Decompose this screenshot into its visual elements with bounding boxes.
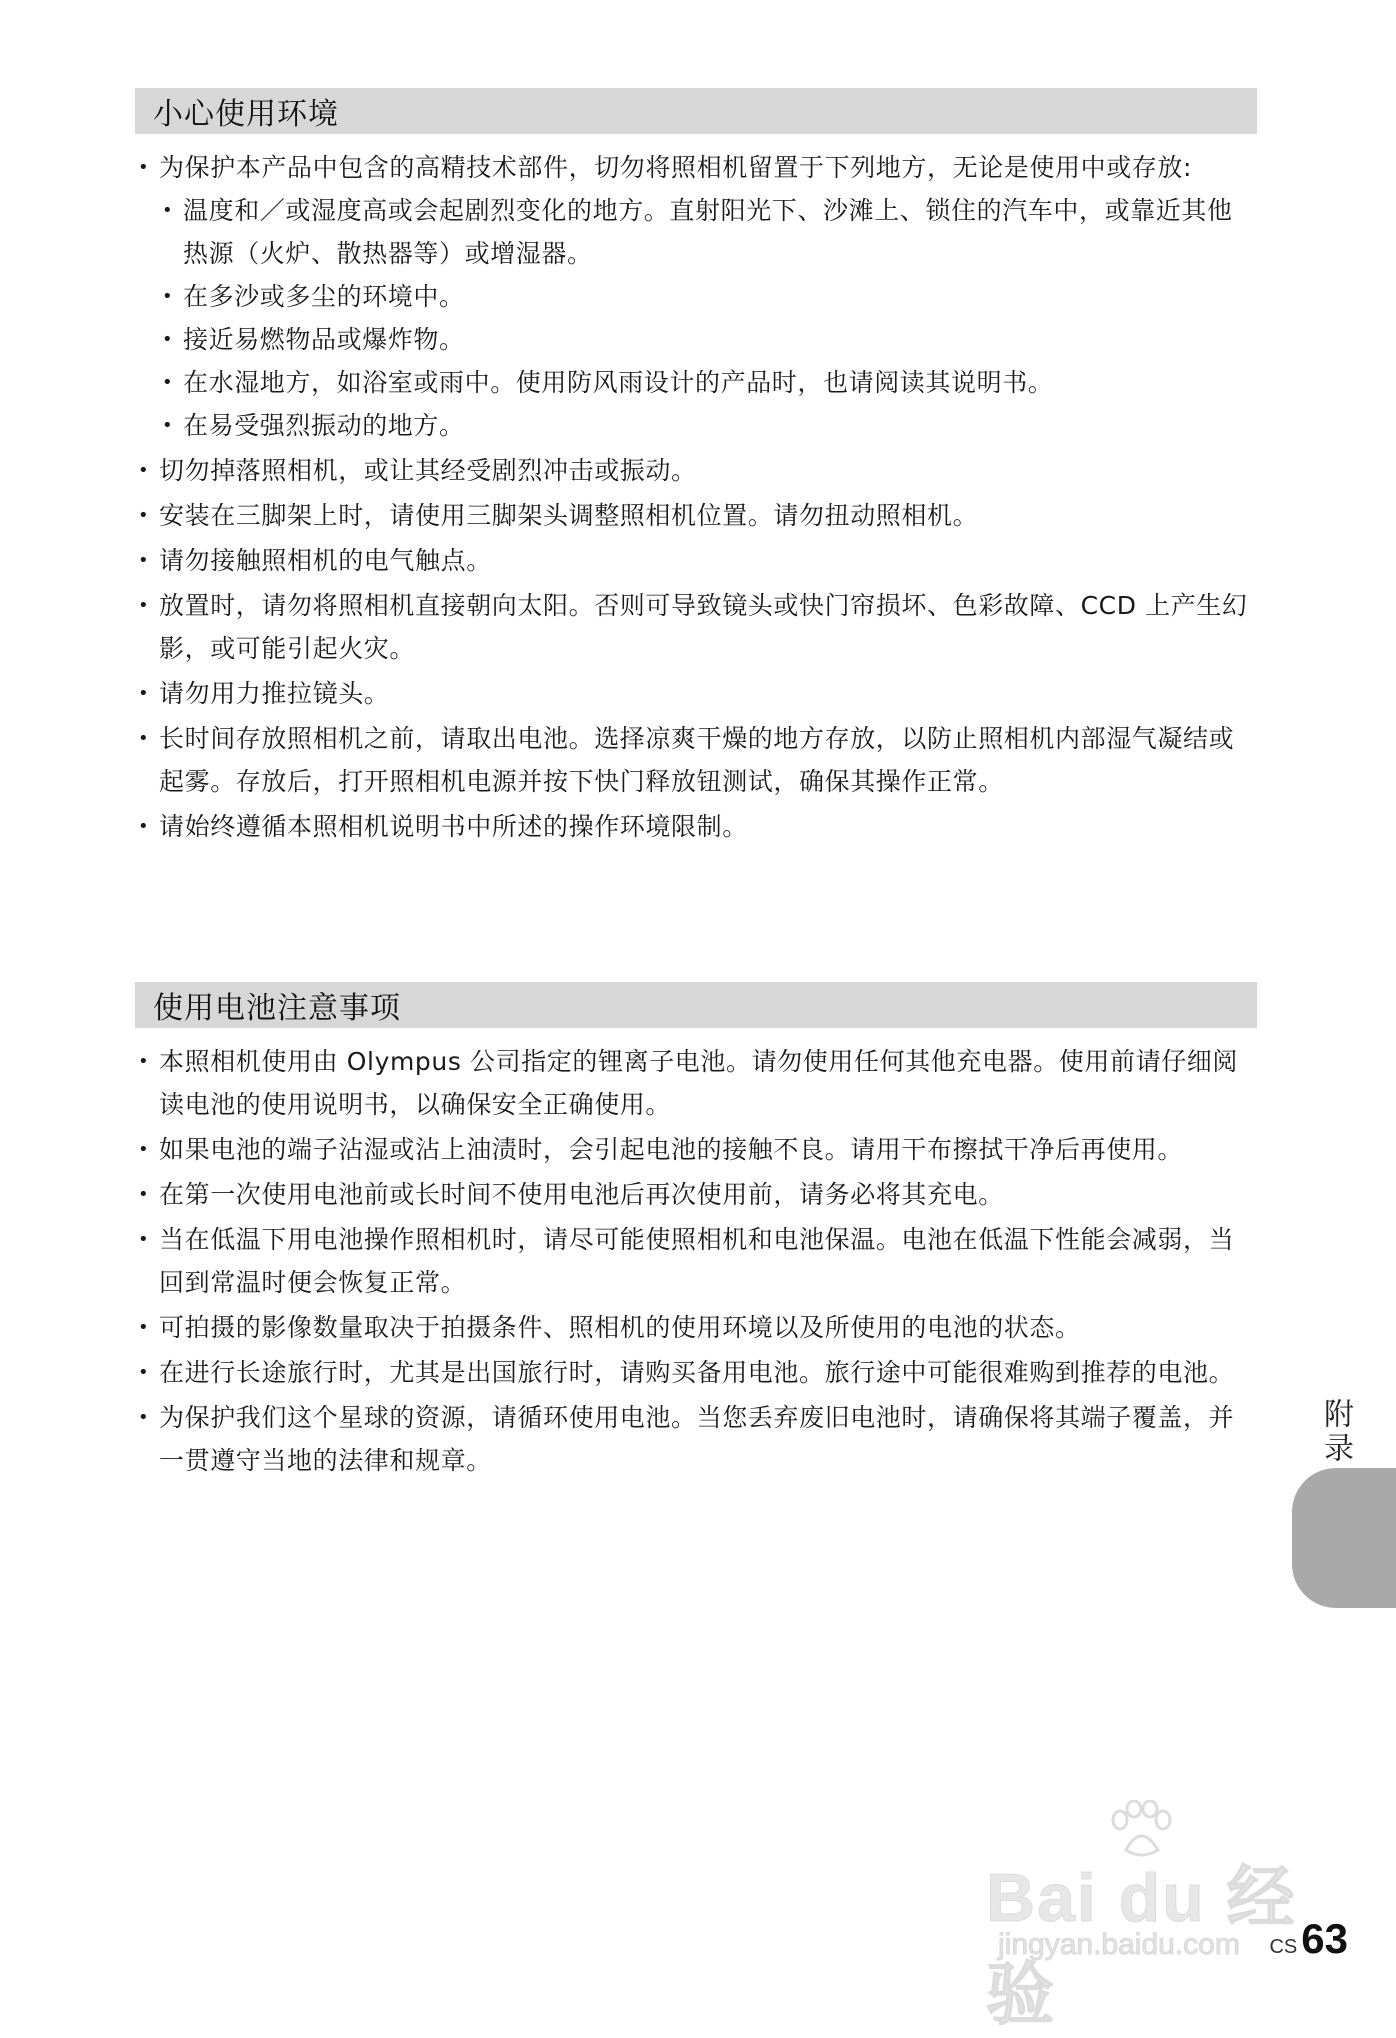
list-item: • 为保护我们这个星球的资源，请循环使用电池。当您丢弃废旧电池时，请确保将其端子覆盖，并一贯遵守当地的法律和规章。 — [135, 1396, 1257, 1482]
list-item — [135, 146, 1257, 447]
list-item: • 请勿接触照相机的电气触点。 — [135, 539, 1257, 582]
section-heading: 小心使用环境 — [135, 88, 1257, 134]
sub-list-item: • 温度和／或湿度高或会起剧烈变化的地方。直射阳光下、沙滩上、锁住的汽车中，或靠近其他热源（火炉、散热器等）或增湿器。 — [159, 189, 1257, 275]
list-item: • 在第一次使用电池前或长时间不使用电池后再次使用前，请务必将其充电。 — [135, 1173, 1257, 1216]
section-heading: 使用电池注意事项 — [135, 982, 1257, 1028]
list-item: • 请勿用力推拉镜头。 — [135, 672, 1257, 715]
list-item: • 请始终遵循本照相机说明书中所述的操作环境限制。 — [135, 805, 1257, 848]
page-number — [1269, 1915, 1348, 1963]
sub-list-item: • 接近易燃物品或爆炸物。 — [159, 318, 1257, 361]
section-battery — [135, 982, 1257, 1482]
list-item: • 可拍摄的影像数量取决于拍摄条件、照相机的使用环境以及所使用的电池的状态。 — [135, 1306, 1257, 1349]
sub-list — [159, 189, 1257, 447]
sub-list-item: • 在多沙或多尘的环境中。 — [159, 275, 1257, 318]
watermark-url: jingyan.baidu.com — [998, 1928, 1240, 1961]
list-item: • 安装在三脚架上时，请使用三脚架头调整照相机位置。请勿扭动照相机。 — [135, 494, 1257, 537]
battery-list — [135, 1040, 1257, 1482]
page-number-value: 63 — [1301, 1915, 1348, 1962]
language-code: CS — [1269, 1936, 1298, 1958]
list-item-text: 为保护本产品中包含的高精技术部件，切勿将照相机留置于下列地方，无论是使用中或存放: — [159, 153, 1193, 182]
sub-list-item: • 在易受强烈振动的地方。 — [159, 404, 1257, 447]
list-item: • 如果电池的端子沾湿或沾上油渍时，会引起电池的接触不良。请用干布擦拭干净后再使用。 — [135, 1128, 1257, 1171]
side-tab-label: 附录 — [1318, 1398, 1353, 1466]
baidu-watermark — [986, 1800, 1306, 2033]
list-item: • 放置时，请勿将照相机直接朝向太阳。否则可导致镜头或快门帘损坏、色彩故障、CCD 上产生幻影，或可能引起火灾。 — [135, 584, 1257, 670]
watermark-brand: Bai du 经验 — [986, 1860, 1297, 2033]
list-item: • 长时间存放照相机之前，请取出电池。选择凉爽干燥的地方存放，以防止照相机内部湿气凝结或起雾。存放后，打开照相机电源并按下快门释放钮测试，确保其操作正常。 — [135, 717, 1257, 803]
list-item: • 切勿掉落照相机，或让其经受剧烈冲击或振动。 — [135, 449, 1257, 492]
environment-list — [135, 146, 1257, 848]
sub-list-item: • 在水湿地方，如浴室或雨中。使用防风雨设计的产品时，也请阅读其说明书。 — [159, 361, 1257, 404]
list-item: • 当在低温下用电池操作照相机时，请尽可能使照相机和电池保温。电池在低温下性能会减弱，当回到常温时便会恢复正常。 — [135, 1218, 1257, 1304]
side-tab — [1292, 1468, 1396, 1608]
list-item: • 在进行长途旅行时，尤其是出国旅行时，请购买备用电池。旅行途中可能很难购到推荐的电池。 — [135, 1351, 1257, 1394]
section-environment — [135, 88, 1257, 848]
list-item: • 本照相机使用由 Olympus 公司指定的锂离子电池。请勿使用任何其他充电器。使用前请仔细阅读电池的使用说明书，以确保安全正确使用。 — [135, 1040, 1257, 1126]
